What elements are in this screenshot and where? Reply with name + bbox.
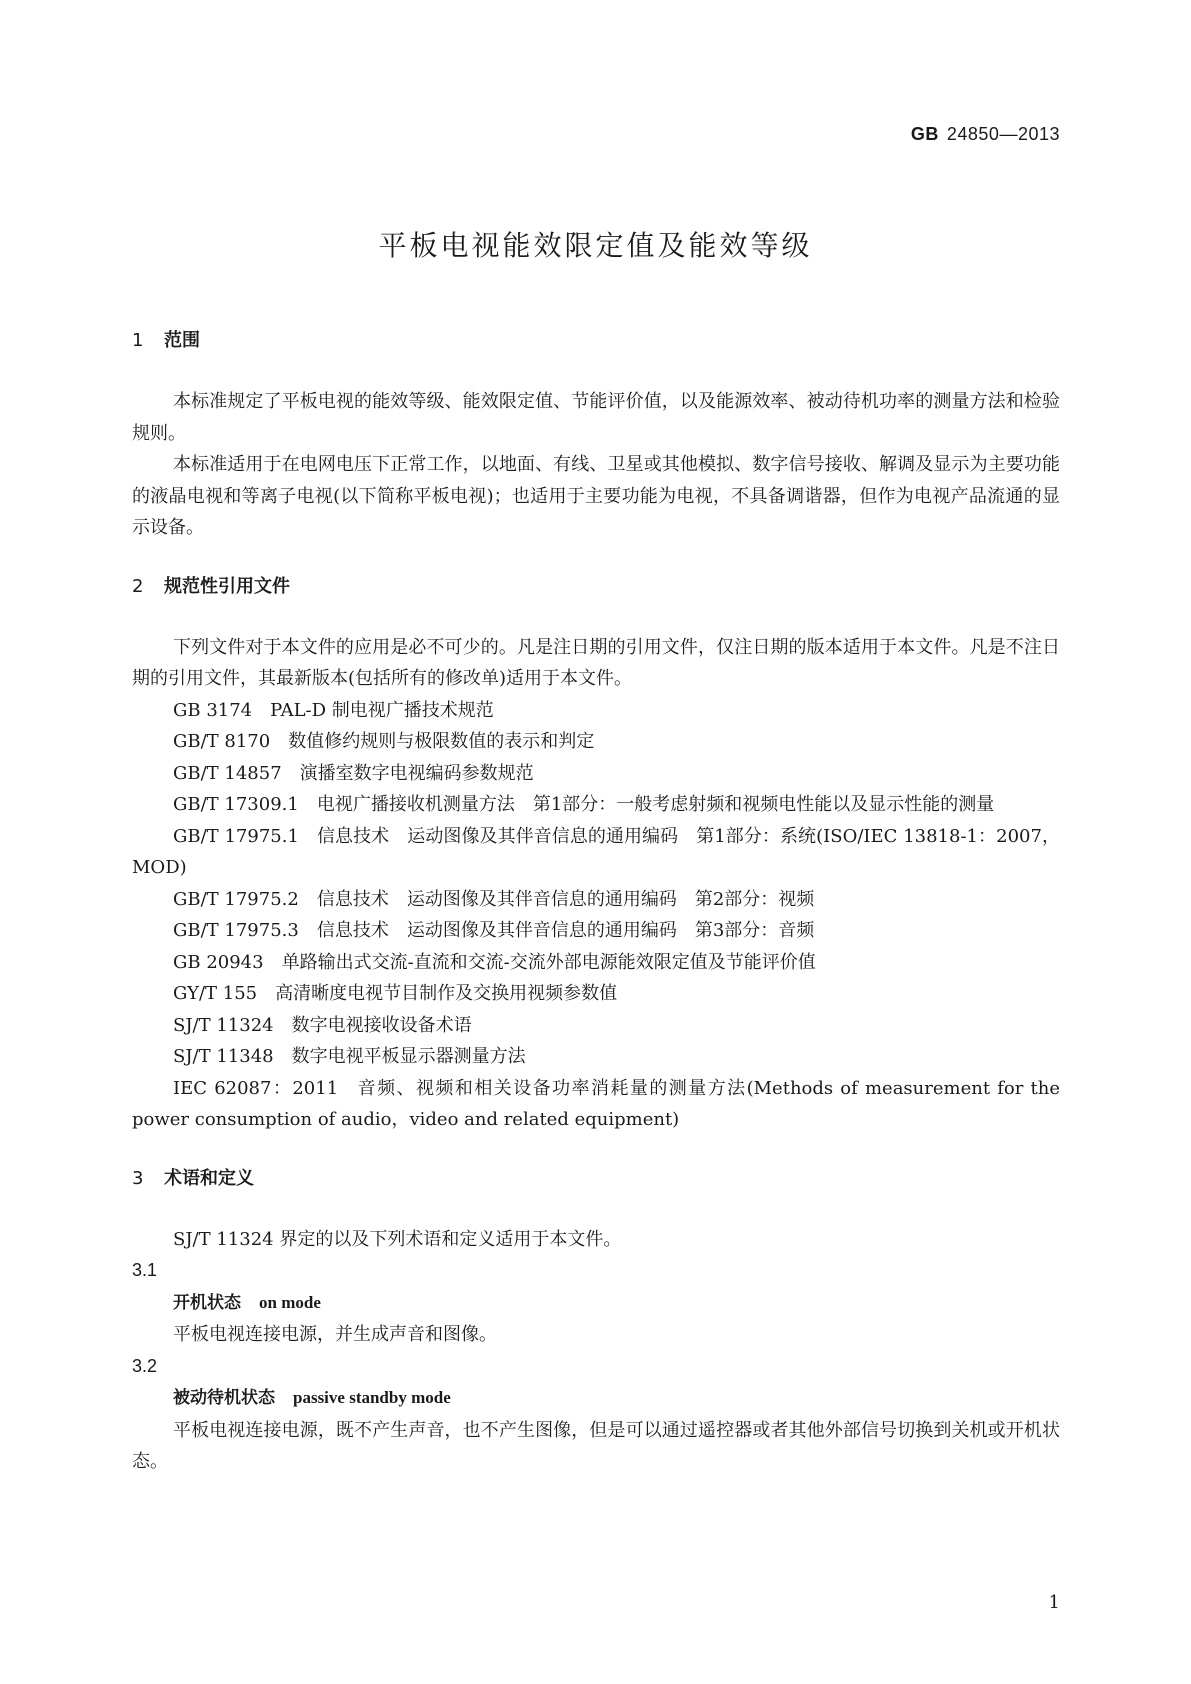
section-heading-2	[132, 572, 1060, 602]
term-definition: 平板电视连接电源，既不产生声音，也不产生图像，但是可以通过遥控器或者其他外部信号切换到关机或开机状态。	[132, 1419, 1060, 1472]
reference-item	[132, 695, 1060, 727]
section-number: 1	[132, 330, 144, 351]
paragraph: SJ/T 11324 界定的以及下列术语和定义适用于本文件。	[173, 1228, 622, 1250]
reference-item	[132, 789, 1060, 821]
term-name-zh: 被动待机状态	[173, 1388, 275, 1408]
section-number: 3	[132, 1167, 144, 1189]
reference-title: 信息技术 运动图像及其伴音信息的通用编码 第2部分：视频	[316, 888, 815, 910]
reference-title: 数字电视平板显示器测量方法	[291, 1046, 526, 1067]
reference-code: GB/T 17975.2	[173, 888, 299, 910]
reference-title: 信息技术 运动图像及其伴音信息的通用编码 第1部分：系统(ISO/IEC 13818-1：2007，MOD)	[132, 825, 1060, 878]
reference-code: GB/T 17975.1	[173, 825, 299, 847]
document-body	[132, 326, 1060, 1478]
reference-title: 演播室数字电视编码参数规范	[299, 762, 534, 784]
term-name-en: passive standby mode	[293, 1388, 451, 1407]
reference-title: PAL-D 制电视广播技术规范	[270, 699, 494, 721]
standard-code: 24850—2013	[946, 124, 1060, 144]
reference-item	[132, 947, 1060, 979]
reference-title: 电视广播接收机测量方法 第1部分：一般考虑射频和视频电性能以及显示性能的测量	[316, 794, 995, 815]
reference-code: GB 20943	[173, 951, 264, 973]
reference-code: GB/T 17975.3	[173, 920, 299, 941]
reference-title: 单路输出式交流-直流和交流-交流外部电源能效限定值及节能评价值	[281, 951, 816, 973]
reference-title: 音频、视频和相关设备功率消耗量的测量方法(Methods of measurement for the power consumption of audio，video and related equipment)	[132, 1077, 1060, 1130]
reference-code: GY/T 155	[173, 983, 258, 1004]
page-number: 1	[1048, 1592, 1060, 1613]
reference-code: GB/T 14857	[173, 762, 282, 784]
section-number: 2	[132, 575, 144, 597]
document-title: 平板电视能效限定值及能效等级	[378, 229, 813, 262]
section-heading-1	[132, 326, 1060, 356]
reference-item	[132, 1010, 1060, 1042]
reference-item	[132, 978, 1060, 1010]
reference-code: GB 3174	[173, 699, 253, 721]
section-title: 规范性引用文件	[164, 575, 290, 597]
paragraph: 下列文件对于本文件的应用是必不可少的。凡是注日期的引用文件，仅注日期的版本适用于本文件。凡是不注日期的引用文件，其最新版本(包括所有的修改单)适用于本文件。	[132, 636, 1060, 689]
reference-item	[132, 726, 1060, 758]
reference-title: 信息技术 运动图像及其伴音信息的通用编码 第3部分：音频	[316, 920, 815, 941]
reference-code: IEC 62087：2011	[173, 1077, 339, 1099]
reference-code: GB/T 17309.1	[173, 794, 299, 815]
section-title: 术语和定义	[164, 1167, 254, 1189]
term-name	[132, 1287, 1060, 1320]
term-name	[132, 1382, 1060, 1415]
reference-title: 数值修约规则与极限数值的表示和判定	[288, 731, 595, 752]
reference-code: SJ/T 11348	[173, 1046, 274, 1067]
reference-item	[132, 821, 1060, 884]
term-number: 3.1	[132, 1260, 158, 1280]
term-name-en: on mode	[259, 1292, 321, 1312]
term-definition: 平板电视连接电源，并生成声音和图像。	[173, 1324, 497, 1345]
reference-code: GB/T 8170	[173, 731, 271, 752]
standard-number	[911, 124, 1060, 145]
reference-item	[132, 884, 1060, 916]
section-heading-3	[132, 1164, 1060, 1194]
reference-title: 高清晰度电视节目制作及交换用视频参数值	[275, 983, 618, 1004]
term-name-zh: 开机状态	[173, 1292, 241, 1313]
section-title: 范围	[164, 330, 200, 351]
reference-item	[132, 758, 1060, 790]
paragraph: 本标准规定了平板电视的能效等级、能效限定值、节能评价值，以及能源效率、被动待机功率的测量方法和检验规则。	[132, 391, 1060, 444]
reference-title: 数字电视接收设备术语	[291, 1014, 472, 1036]
reference-item	[132, 1041, 1060, 1073]
paragraph: 本标准适用于在电网电压下正常工作，以地面、有线、卫星或其他模拟、数字信号接收、解调及显示为主要功能的液晶电视和等离子电视(以下简称平板电视)；也适用于主要功能为电视，不具备调谐器，但作为电视产品流通的显示设备。	[132, 454, 1060, 538]
reference-item	[132, 1073, 1060, 1136]
reference-code: SJ/T 11324	[173, 1014, 274, 1036]
standard-prefix: GB	[910, 124, 939, 144]
term-number: 3.2	[132, 1355, 158, 1376]
reference-item	[132, 915, 1060, 947]
